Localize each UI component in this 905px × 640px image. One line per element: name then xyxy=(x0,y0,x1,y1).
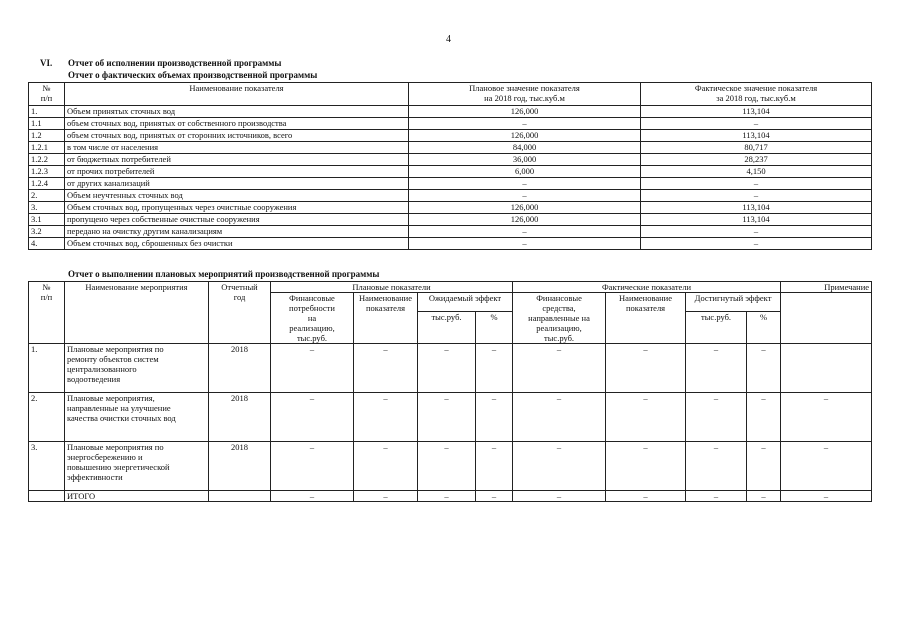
table-cell: – xyxy=(513,393,606,442)
row-number: 1.1 xyxy=(29,118,65,130)
section-number: VI. xyxy=(40,58,53,68)
table-cell: – xyxy=(781,442,872,491)
row-number: 1.2.3 xyxy=(29,166,65,178)
indicator-name: Объем сточных вод, сброшенных без очистки xyxy=(65,238,409,250)
row-number: 1.2 xyxy=(29,130,65,142)
table-cell: – xyxy=(686,344,747,393)
row-number: 2. xyxy=(29,190,65,202)
column-header xyxy=(781,293,872,344)
table-header-row xyxy=(29,282,872,293)
column-header: № п/п xyxy=(29,83,65,106)
table-cell: – xyxy=(271,491,354,502)
table-row xyxy=(29,142,872,154)
report-year: 2018 xyxy=(209,393,271,442)
table-cell: – xyxy=(271,393,354,442)
table1-title: Отчет о фактических объемах производственной программы xyxy=(68,70,318,80)
table-cell: – xyxy=(354,491,418,502)
table-cell: – xyxy=(476,442,513,491)
column-header: тыс.руб. xyxy=(418,312,476,344)
table-row xyxy=(29,130,872,142)
table-row xyxy=(29,178,872,190)
fact-value: – xyxy=(641,178,872,190)
plan-value: – xyxy=(409,238,641,250)
fact-value: – xyxy=(641,118,872,130)
table-cell: – xyxy=(686,442,747,491)
fact-value: 80,717 xyxy=(641,142,872,154)
table-cell: – xyxy=(747,491,781,502)
section-heading xyxy=(40,58,281,68)
plan-value: 126,000 xyxy=(409,106,641,118)
fact-value: 4,150 xyxy=(641,166,872,178)
table-cell: – xyxy=(747,344,781,393)
plan-value: 126,000 xyxy=(409,130,641,142)
table-row xyxy=(29,202,872,214)
row-number: 2. xyxy=(29,393,65,442)
indicator-name: объем сточных вод, принятых от собственного производства xyxy=(65,118,409,130)
total-row xyxy=(29,491,872,502)
table-header-row xyxy=(29,83,872,106)
table-cell: – xyxy=(476,344,513,393)
measure-name: Плановые мероприятия по энергосбережению и повышению энергетической эффективности xyxy=(65,442,209,491)
row-number xyxy=(29,491,65,502)
column-header: Фактическое значение показателя за 2018 год, тыс.куб.м xyxy=(641,83,872,106)
total-label: ИТОГО xyxy=(65,491,209,502)
volumes-table xyxy=(28,82,872,250)
fact-value: 113,104 xyxy=(641,130,872,142)
measure-name: Плановые мероприятия по ремонту объектов систем централизованного водоотведения xyxy=(65,344,209,393)
fact-value: 113,104 xyxy=(641,202,872,214)
column-header: тыс.руб. xyxy=(686,312,747,344)
table-cell: – xyxy=(747,393,781,442)
row-number: 3.1 xyxy=(29,214,65,226)
table-cell: – xyxy=(513,491,606,502)
indicator-name: объем сточных вод, принятых от сторонних источников, всего xyxy=(65,130,409,142)
table-cell: – xyxy=(513,344,606,393)
column-header: Наименование мероприятия xyxy=(65,282,209,344)
fact-value: 113,104 xyxy=(641,106,872,118)
fact-value: 113,104 xyxy=(641,214,872,226)
table-cell: – xyxy=(513,442,606,491)
table-row xyxy=(29,393,872,442)
table-row xyxy=(29,344,872,393)
table-cell: – xyxy=(354,393,418,442)
table-cell: – xyxy=(747,442,781,491)
table2-title: Отчет о выполнении плановых мероприятий производственной программы xyxy=(68,269,380,279)
column-header: Финансовые потребности на реализацию, тыс.руб. xyxy=(271,293,354,344)
table-cell: – xyxy=(606,393,686,442)
indicator-name: Объем принятых сточных вод xyxy=(65,106,409,118)
column-header: Наименование показателя xyxy=(65,83,409,106)
row-number: 1.2.1 xyxy=(29,142,65,154)
report-year: 2018 xyxy=(209,344,271,393)
table-cell: – xyxy=(354,442,418,491)
plan-value: 126,000 xyxy=(409,214,641,226)
indicator-name: Объем неучтенных сточных вод xyxy=(65,190,409,202)
table-cell: – xyxy=(418,491,476,502)
fact-value: 28,237 xyxy=(641,154,872,166)
table-cell: – xyxy=(354,344,418,393)
fact-value: – xyxy=(641,226,872,238)
table-cell: – xyxy=(418,393,476,442)
table-row xyxy=(29,190,872,202)
plan-value: 126,000 xyxy=(409,202,641,214)
table-row xyxy=(29,442,872,491)
indicator-name: от прочих потребителей xyxy=(65,166,409,178)
measures-table xyxy=(28,281,872,502)
section-title: Отчет об исполнении производственной программы xyxy=(68,58,282,68)
table-cell: – xyxy=(418,344,476,393)
table-cell: – xyxy=(606,442,686,491)
report-year xyxy=(209,491,271,502)
table-row xyxy=(29,154,872,166)
table-cell: – xyxy=(476,393,513,442)
table-row xyxy=(29,106,872,118)
page-number: 4 xyxy=(446,34,451,45)
indicator-name: от других канализаций xyxy=(65,178,409,190)
fact-value: – xyxy=(641,238,872,250)
column-header: № п/п xyxy=(29,282,65,344)
plan-value: 36,000 xyxy=(409,154,641,166)
table-cell: – xyxy=(781,491,872,502)
fact-value: – xyxy=(641,190,872,202)
column-header: Отчетный год xyxy=(209,282,271,344)
column-header: % xyxy=(747,312,781,344)
row-number: 1.2.4 xyxy=(29,178,65,190)
table-cell: – xyxy=(271,442,354,491)
row-number: 3. xyxy=(29,202,65,214)
table-cell: – xyxy=(476,491,513,502)
table-row xyxy=(29,166,872,178)
column-header: Ожидаемый эффект xyxy=(418,293,513,312)
column-group-header: Плановые показатели xyxy=(271,282,513,293)
plan-value: 6,000 xyxy=(409,166,641,178)
measure-name: Плановые мероприятия, направленные на улучшение качества очистки сточных вод xyxy=(65,393,209,442)
indicator-name: от бюджетных потребителей xyxy=(65,154,409,166)
row-number: 1. xyxy=(29,106,65,118)
table-row xyxy=(29,118,872,130)
report-year: 2018 xyxy=(209,442,271,491)
column-header: Финансовые средства, направленные на реализацию, тыс.руб. xyxy=(513,293,606,344)
indicator-name: Объем сточных вод, пропущенных через очистные сооружения xyxy=(65,202,409,214)
plan-value: – xyxy=(409,190,641,202)
row-number: 4. xyxy=(29,238,65,250)
indicator-name: передано на очистку другим канализациям xyxy=(65,226,409,238)
table-cell: – xyxy=(606,491,686,502)
column-header: Примечание xyxy=(781,282,872,293)
row-number: 1. xyxy=(29,344,65,393)
row-number: 3. xyxy=(29,442,65,491)
table-cell: – xyxy=(686,393,747,442)
plan-value: 84,000 xyxy=(409,142,641,154)
column-header: Наименование показателя xyxy=(354,293,418,344)
table-cell: – xyxy=(781,393,872,442)
table-cell: – xyxy=(271,344,354,393)
row-number: 1.2.2 xyxy=(29,154,65,166)
table-row xyxy=(29,238,872,250)
indicator-name: пропущено через собственные очистные сооружения xyxy=(65,214,409,226)
table-cell: – xyxy=(686,491,747,502)
column-group-header: Фактические показатели xyxy=(513,282,781,293)
table-cell xyxy=(781,344,872,393)
plan-value: – xyxy=(409,178,641,190)
plan-value: – xyxy=(409,226,641,238)
row-number: 3.2 xyxy=(29,226,65,238)
table-row xyxy=(29,226,872,238)
column-header: % xyxy=(476,312,513,344)
table-cell: – xyxy=(418,442,476,491)
column-header: Достигнутый эффект xyxy=(686,293,781,312)
column-header: Плановое значение показателя на 2018 год, тыс.куб.м xyxy=(409,83,641,106)
table-cell: – xyxy=(606,344,686,393)
indicator-name: в том числе от населения xyxy=(65,142,409,154)
table-row xyxy=(29,214,872,226)
plan-value: – xyxy=(409,118,641,130)
column-header: Наименование показателя xyxy=(606,293,686,344)
